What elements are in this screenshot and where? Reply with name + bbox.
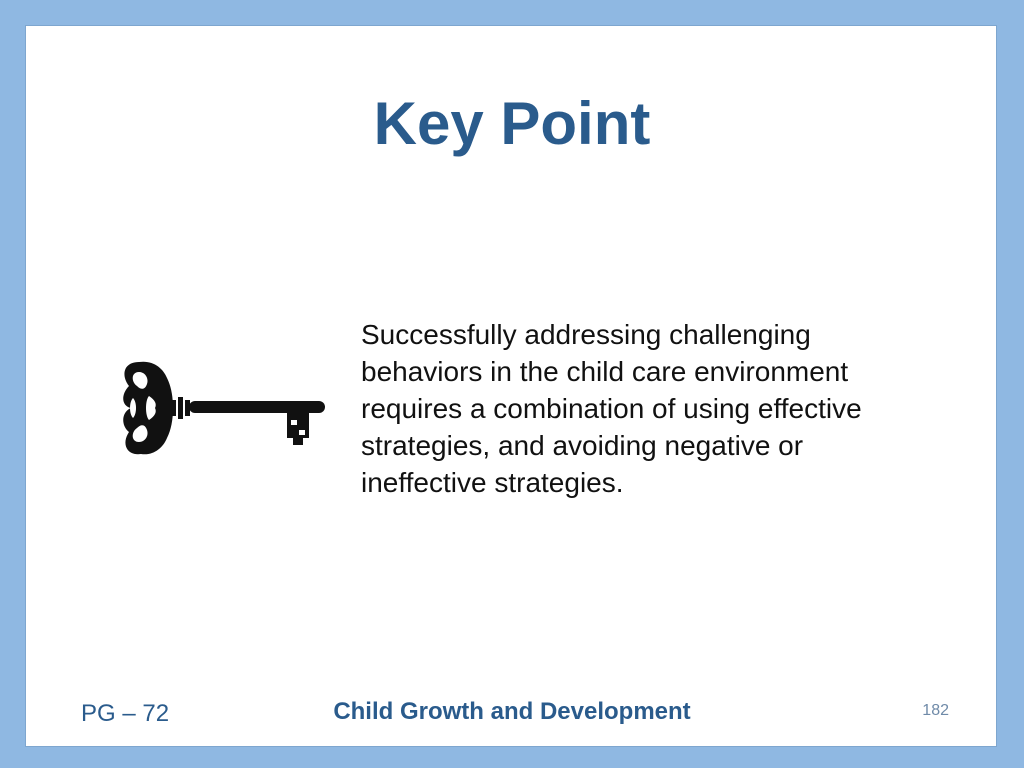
footer-course-title: Child Growth and Development xyxy=(333,698,691,725)
key-icon xyxy=(119,356,331,460)
slide-number: 182 xyxy=(922,702,949,719)
slide xyxy=(25,25,997,747)
footer-page-ref: PG – 72 xyxy=(81,700,170,727)
slide-title: Key Point xyxy=(373,90,651,157)
key-point-text: Successfully addressing challenging behaviors in the child care environment requires a combination of using effective strategies, and avoiding negative or ineffective strategies. xyxy=(361,319,862,498)
